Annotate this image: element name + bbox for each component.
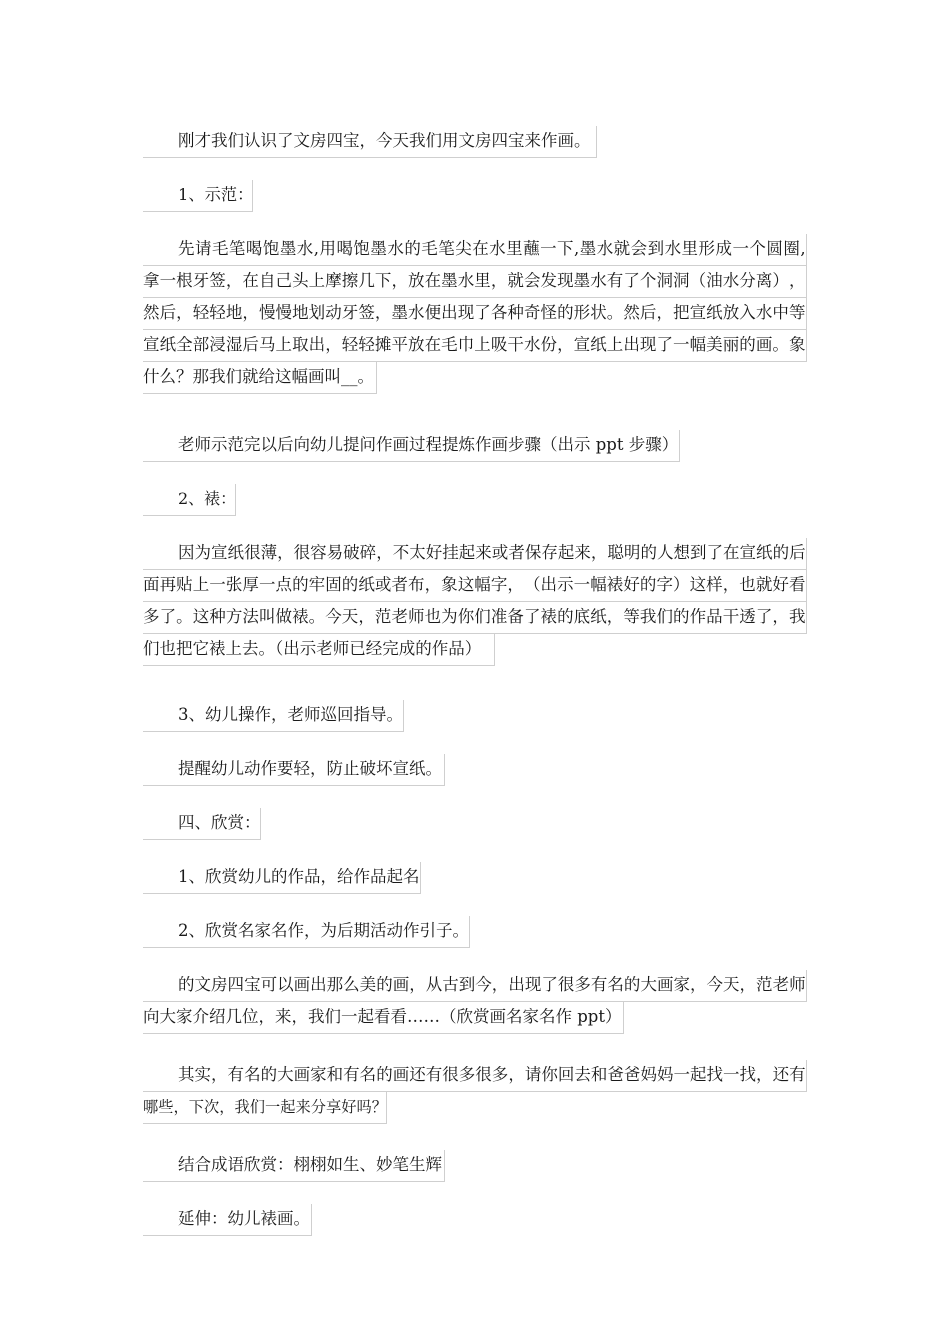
text-line: 刚才我们认识了文房四宝，今天我们用文房四宝来作画。	[143, 126, 597, 158]
paragraph-masters	[143, 970, 807, 1034]
paragraph-demo-steps	[143, 234, 807, 394]
text-line: 2、裱：	[143, 484, 236, 516]
heading-appreciation	[143, 808, 807, 840]
text-line: 拿 一 根 牙 签 ， 在 自 己 头 上 摩 擦 几 下 ， 放 在 墨 水 里 ， 就 会 发 现 墨 水 有 了 个 洞 洞 （ 油 水 分 离 ） ，	[143, 266, 807, 298]
text-line: 1、示范：	[143, 180, 253, 212]
paragraph-mount	[143, 538, 807, 666]
text-line: 的 文 房 四 宝 可 以 画 出 那 么 美 的 画 ， 从 古 到 今 ， 出 现 了 很 多 有 名 的 大 画 家 ， 今 天 ， 范 老 师	[143, 970, 807, 1002]
text-line: 面 再 贴 上 一 张 厚 一 点 的 牢 固 的 纸 或 者 布 ， 象 这 幅 字 ， （ 出 示 一 幅 裱 好 的 字 ） 这 样 ， 也 就 好 看	[143, 570, 807, 602]
heading-mount	[143, 484, 807, 516]
text-line: 提醒幼儿动作要轻，防止破坏宣纸。	[143, 754, 445, 786]
paragraph-reminder	[143, 754, 807, 786]
paragraph-summary	[143, 430, 807, 462]
paragraph-homework	[143, 1060, 807, 1124]
paragraph-extension	[143, 1204, 807, 1236]
text-line: 因 为 宣 纸 很 薄 ， 很 容 易 破 碎 ， 不 太 好 挂 起 来 或 者 保 存 起 来 ， 聪 明 的 人 想 到 了 在 宣 纸 的 后	[143, 538, 807, 570]
text-line: 延伸：幼儿裱画。	[143, 1204, 312, 1236]
heading-demo	[143, 180, 807, 212]
paragraph-idioms	[143, 1150, 807, 1182]
text-line: 老师示范完以后向幼儿提问作画过程提炼作画步骤（出示 ppt 步骤）	[143, 430, 680, 462]
text-line: 3、幼儿操作，老师巡回指导。	[143, 700, 404, 732]
text-line: 先 请 毛 笔 喝 饱 墨 水 , 用 喝 饱 墨 水 的 毛 笔 尖 在 水 里 蘸 一 下 , 墨 水 就 会 到 水 里 形 成 一 个 圆 圈 ,	[143, 234, 807, 266]
text-line: 们也把它裱上去。（出示老师已经完成的作品）	[143, 634, 495, 666]
text-line: 哪些，下次，我们一起来分享好吗？	[143, 1092, 387, 1124]
heading-appreciate-masters	[143, 916, 807, 948]
heading-appreciate-children	[143, 862, 807, 894]
text-line: 然 后 ， 轻 轻 地 ， 慢 慢 地 划 动 牙 签 ， 墨 水 便 出 现 了 各 种 奇 怪 的 形 状 。 然 后 ， 把 宣 纸 放 入 水 中 等	[143, 298, 807, 330]
paragraph-intro	[143, 126, 807, 158]
heading-operation	[143, 700, 807, 732]
text-line: 结合成语欣赏：栩栩如生、妙笔生辉	[143, 1150, 445, 1182]
text-line: 多 了 。 这 种 方 法 叫 做 裱 。 今 天 ， 范 老 师 也 为 你 们 准 备 了 裱 的 底 纸 ， 等 我 们 的 作 品 干 透 了 ， 我	[143, 602, 807, 634]
text-line: 1、欣赏幼儿的作品，给作品起名	[143, 862, 421, 894]
text-line: 什么？那我们就给这幅画叫__。	[143, 362, 377, 394]
text-line: 四、欣赏：	[143, 808, 261, 840]
text-line: 向大家介绍几位，来，我们一起看看……（欣赏画名家名作 ppt）	[143, 1002, 624, 1034]
text-line: 宣 纸 全 部 浸 湿 后 马 上 取 出 ， 轻 轻 摊 平 放 在 毛 巾 上 吸 干 水 份 ， 宣 纸 上 出 现 了 一 幅 美 丽 的 画 。 象	[143, 330, 807, 362]
text-line: 2、欣赏名家名作，为后期活动作引子。	[143, 916, 470, 948]
text-line: 其 实 ， 有 名 的 大 画 家 和 有 名 的 画 还 有 很 多 很 多 ， 请 你 回 去 和 爸 爸 妈 妈 一 起 找 一 找 ， 还 有	[143, 1060, 807, 1092]
